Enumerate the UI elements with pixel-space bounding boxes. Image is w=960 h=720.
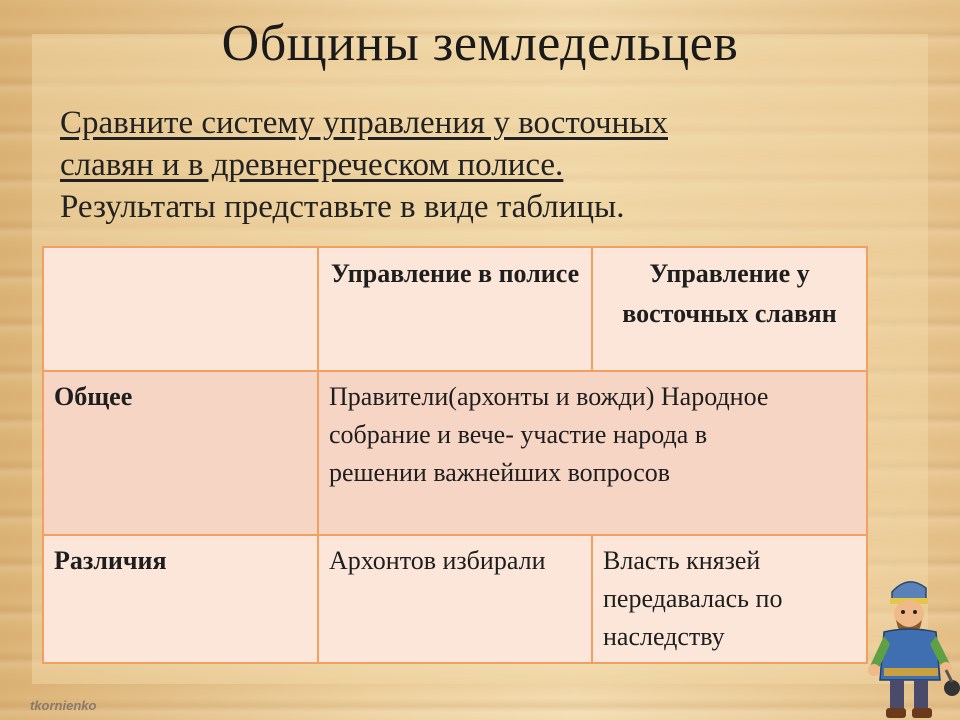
cell-differences-polis: Архонтов избирали bbox=[318, 535, 592, 663]
table-row-common bbox=[43, 371, 867, 535]
header-polis: Управление в полисе bbox=[318, 247, 592, 371]
instruction-line-2: славян и в древнегреческом полисе. bbox=[60, 147, 564, 183]
row-label-common: Общее bbox=[43, 371, 318, 535]
watermark: tkornienko bbox=[30, 698, 97, 713]
cell-differences-slavs: Власть князей передавалась по наследству bbox=[592, 535, 867, 663]
instruction-line-3: Результаты представьте в виде таблицы. bbox=[60, 189, 625, 225]
comparison-table bbox=[42, 246, 868, 664]
instructions bbox=[60, 102, 860, 228]
slavic-warrior-icon bbox=[862, 570, 960, 720]
instruction-line-1: Сравните систему управления у восточных bbox=[60, 105, 668, 141]
row-label-differences: Различия bbox=[43, 535, 318, 663]
cell-common-merged: Правители(архонты и вожди) Народное собрание и вече- участие народа в решении важнейших вопросов bbox=[318, 371, 867, 535]
table-header-row bbox=[43, 247, 867, 371]
slide-title: Общины земледельцев bbox=[221, 15, 739, 72]
header-slavs: Управление у восточных славян bbox=[592, 247, 867, 371]
table-row-differences bbox=[43, 535, 867, 663]
header-empty bbox=[43, 247, 318, 371]
